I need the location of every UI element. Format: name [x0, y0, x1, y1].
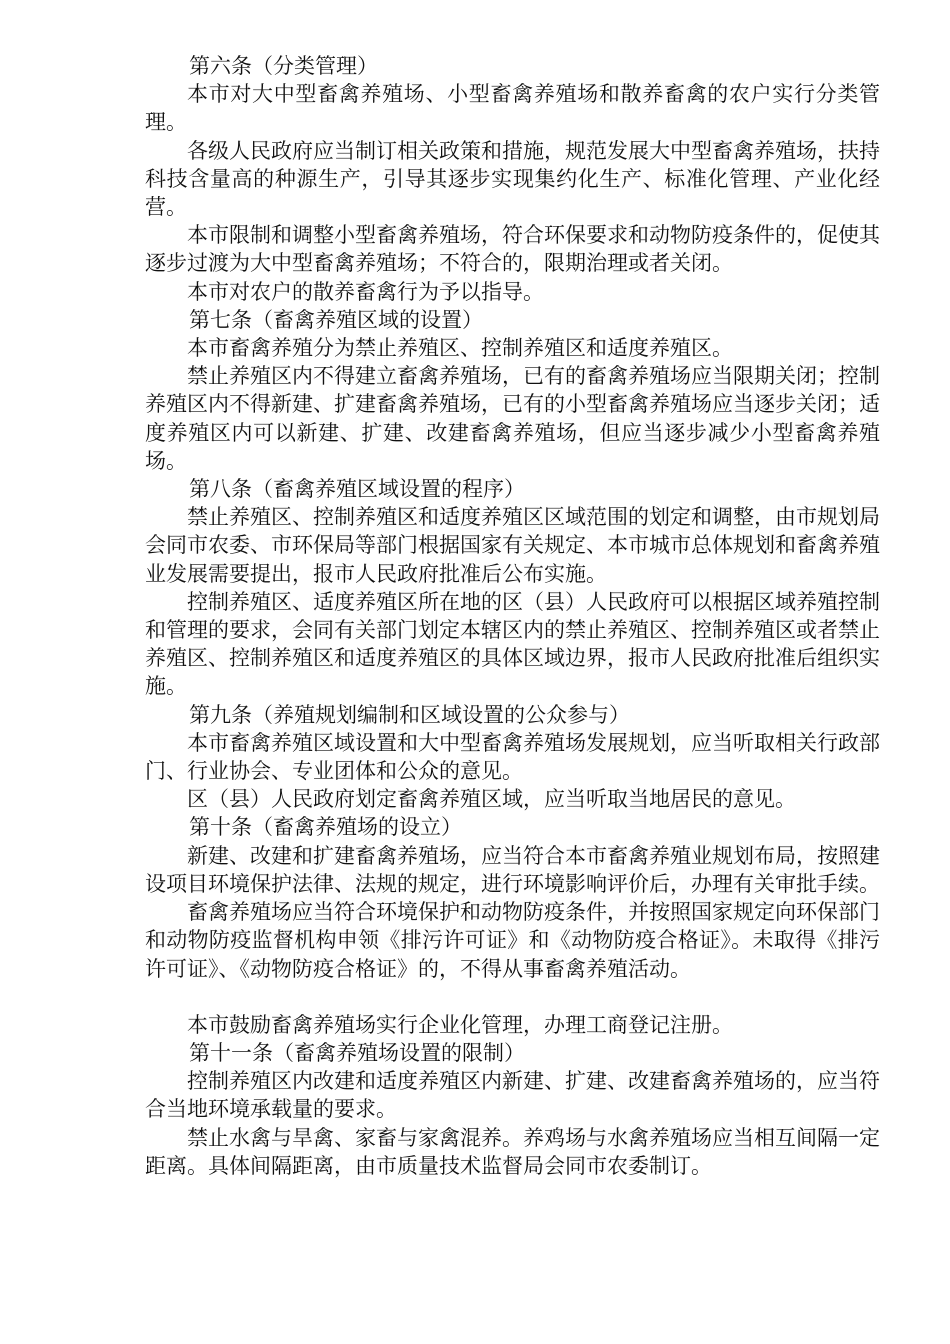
article-heading: 第八条（畜禽养殖区域设置的程序）	[189, 477, 525, 502]
body-paragraph: 禁止水禽与旱禽、家畜与家禽混养。养鸡场与水禽养殖场应当相互间隔一定距离。具体间隔距离，由市质量技术监督局会同市农委制订。	[145, 1125, 880, 1178]
body-paragraph: 区（县）人民政府划定畜禽养殖区域，应当听取当地居民的意见。	[187, 787, 796, 812]
body-paragraph: 本市限制和调整小型畜禽养殖场，符合环保要求和动物防疫条件的，促使其逐步过渡为大中型畜禽养殖场；不符合的，限期治理或者关闭。	[145, 223, 880, 276]
body-paragraph: 本市畜禽养殖区域设置和大中型畜禽养殖场发展规划，应当听取相关行政部门、行业协会、专业团体和公众的意见。	[145, 730, 880, 784]
document-body	[145, 52, 880, 1180]
body-paragraph: 禁止养殖区内不得建立畜禽养殖场，已有的畜禽养殖场应当限期关闭；控制养殖区内不得新建、扩建畜禽养殖场，已有的小型畜禽养殖场应当逐步关闭；适度养殖区内可以新建、扩建、改建畜禽养殖场，但应当逐步减少小型畜禽养殖场。	[145, 364, 880, 473]
article-heading: 第九条（养殖规划编制和区域设置的公众参与）	[189, 702, 630, 727]
body-paragraph: 控制养殖区内改建和适度养殖区内新建、扩建、改建畜禽养殖场的，应当符合当地环境承载量的要求。	[145, 1069, 880, 1122]
body-paragraph: 控制养殖区、适度养殖区所在地的区（县）人民政府可以根据区域养殖控制和管理的要求，会同有关部门划定本辖区内的禁止养殖区、控制养殖区或者禁止养殖区、控制养殖区和适度养殖区的具体区域边界，报市人民政府批准后组织实施。	[145, 589, 880, 699]
body-paragraph: 各级人民政府应当制订相关政策和措施，规范发展大中型畜禽养殖场，扶持科技含量高的种源生产，引导其逐步实现集约化生产、标准化管理、产业化经营。	[145, 138, 880, 220]
paragraph-gap	[145, 983, 880, 1011]
body-paragraph: 本市对农户的散养畜禽行为予以指导。	[187, 279, 544, 304]
body-paragraph: 新建、改建和扩建畜禽养殖场，应当符合本市畜禽养殖业规划布局，按照建设项目环境保护法律、法规的规定，进行环境影响评价后，办理有关审批手续。	[145, 843, 880, 896]
article-heading: 第十一条（畜禽养殖场设置的限制）	[189, 1040, 525, 1065]
article-heading: 第七条（畜禽养殖区域的设置）	[189, 307, 483, 332]
body-paragraph: 本市鼓励畜禽养殖场实行企业化管理，办理工商登记注册。	[187, 1012, 733, 1037]
body-paragraph: 本市对大中型畜禽养殖场、小型畜禽养殖场和散养畜禽的农户实行分类管理。	[145, 82, 880, 135]
body-paragraph: 畜禽养殖场应当符合环境保护和动物防疫条件，并按照国家规定向环保部门和动物防疫监督机构申领《排污许可证》和《动物防疫合格证》。未取得《排污许可证》、《动物防疫合格证》的，不得从事畜禽养殖活动。	[145, 900, 880, 981]
article-heading: 第十条（畜禽养殖场的设立）	[189, 815, 462, 840]
article-heading: 第六条（分类管理）	[189, 54, 378, 78]
body-paragraph: 禁止养殖区、控制养殖区和适度养殖区区域范围的划定和调整，由市规划局会同市农委、市环保局等部门根据国家有关规定、本市城市总体规划和畜禽养殖业发展需要提出，报市人民政府批准后公布实施。	[145, 505, 880, 586]
body-paragraph: 本市畜禽养殖分为禁止养殖区、控制养殖区和适度养殖区。	[187, 336, 733, 361]
